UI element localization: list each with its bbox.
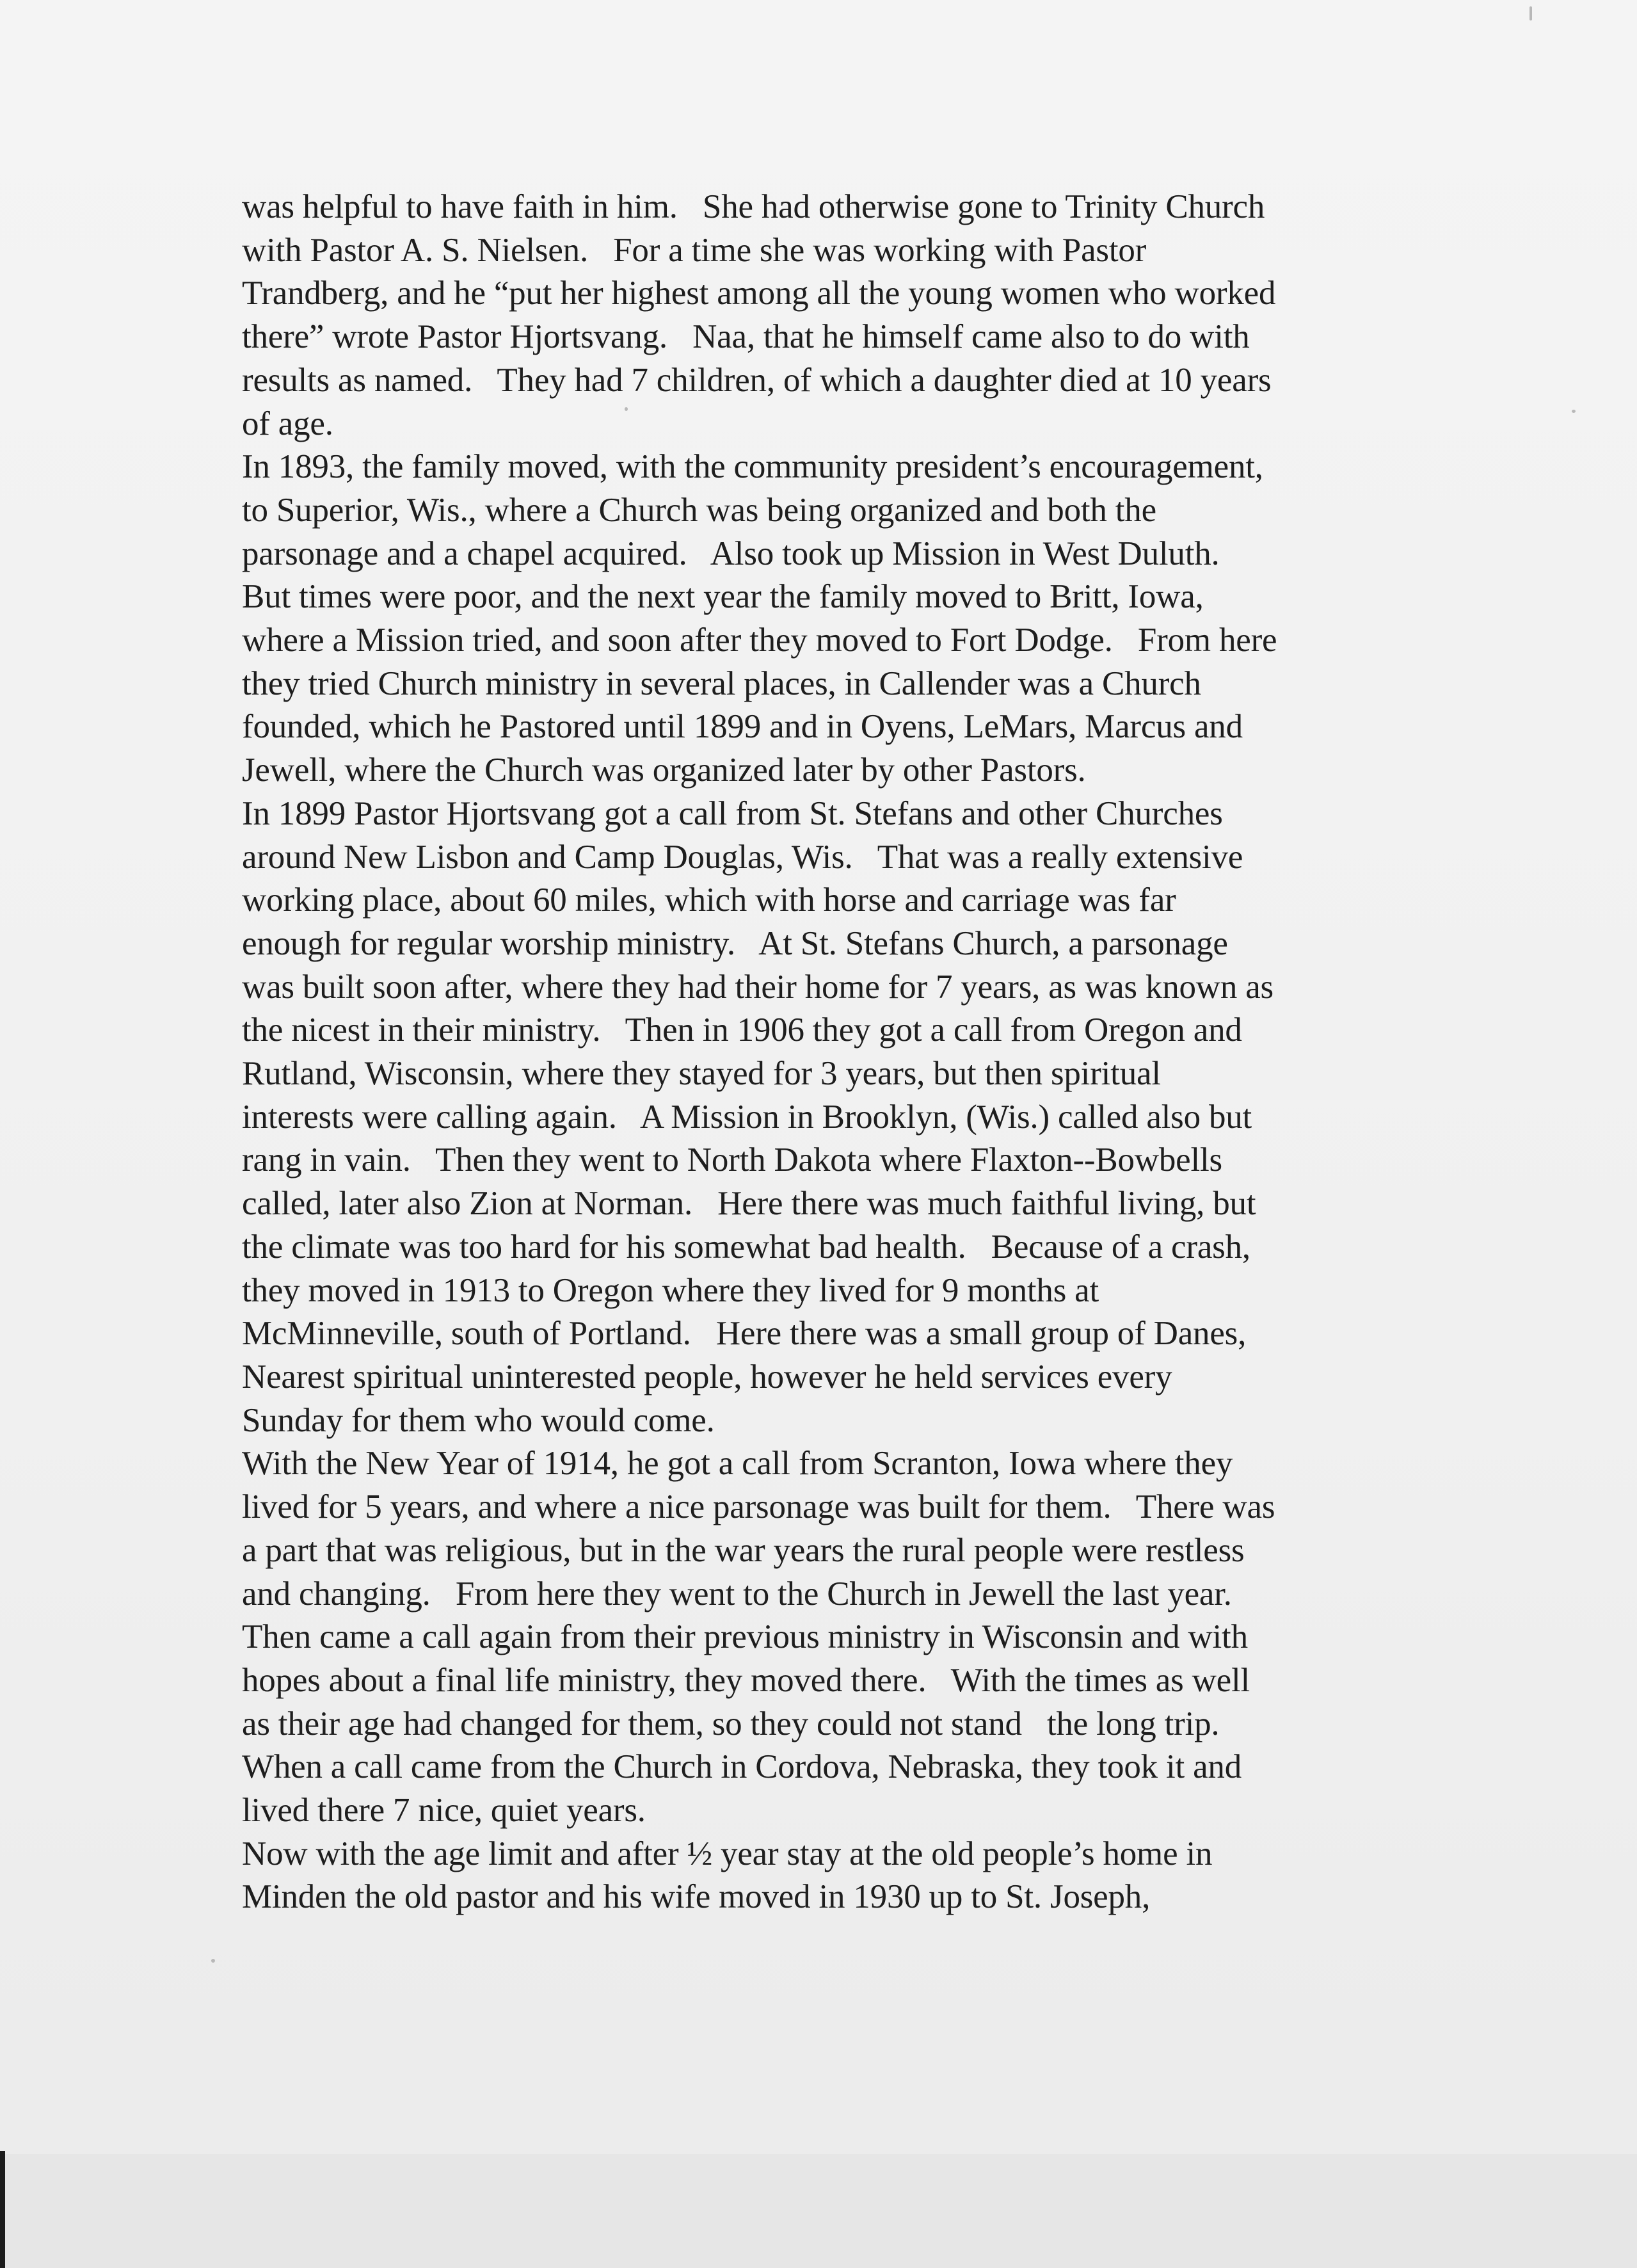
text-line: they moved in 1913 to Oregon where they lived for 9 months at	[242, 1271, 1099, 1309]
text-line: around New Lisbon and Camp Douglas, Wis. That was a really extensive	[242, 838, 1243, 876]
document-body	[242, 186, 1407, 1919]
text-line: McMinneville, south of Portland. Here there was a small group of Danes,	[242, 1315, 1247, 1353]
text-line: Minden the old pastor and his wife moved in 1930 up to St. Joseph,	[242, 1878, 1151, 1916]
text-line: working place, about 60 miles, which with horse and carriage was far	[242, 881, 1176, 919]
text-line: rang in vain. Then they went to North Dakota where Flaxton--Bowbells	[242, 1141, 1222, 1179]
text-line: Jewell, where the Church was organized later by other Pastors.	[242, 752, 1086, 789]
text-line: as their age had changed for them, so they could not stand the long trip.	[242, 1705, 1220, 1742]
text-line: lived for 5 years, and where a nice parsonage was built for them. There was	[242, 1488, 1275, 1526]
text-line: was built soon after, where they had their home for 7 years, as was known as	[242, 968, 1274, 1006]
text-line: When a call came from the Church in Cordova, Nebraska, they took it and	[242, 1748, 1242, 1786]
scan-edge-shadow	[0, 2151, 5, 2268]
paper-speck	[1572, 410, 1576, 413]
text-line: called, later also Zion at Norman. Here there was much faithful living, but	[242, 1185, 1256, 1223]
text-line: of age.	[242, 405, 333, 442]
text-line: In 1899 Pastor Hjortsvang got a call from St. Stefans and other Churches	[242, 794, 1223, 832]
text-line: to Superior, Wis., where a Church was being organized and both the	[242, 491, 1156, 529]
text-line: Nearest spiritual uninterested people, however he held services every	[242, 1358, 1172, 1395]
text-line: a part that was religious, but in the war years the rural people were restless	[242, 1531, 1245, 1569]
text-line: the nicest in their ministry. Then in 1906 they got a call from Oregon and	[242, 1011, 1242, 1049]
text-line: In 1893, the family moved, with the community president’s encouragement,	[242, 448, 1263, 486]
text-line: But times were poor, and the next year the family moved to Britt, Iowa,	[242, 578, 1204, 616]
text-line: founded, which he Pastored until 1899 and in Oyens, LeMars, Marcus and	[242, 708, 1243, 746]
text-line: Trandberg, and he “put her highest among all the young women who worked	[242, 275, 1276, 312]
text-line: results as named. They had 7 children, of which a daughter died at 10 years	[242, 361, 1272, 399]
text-line: Sunday for them who would come.	[242, 1401, 715, 1439]
scanner-bed-band	[0, 2154, 1637, 2268]
text-line: hopes about a final life ministry, they moved there. With the times as well	[242, 1661, 1250, 1699]
text-line: Rutland, Wisconsin, where they stayed for 3 years, but then spiritual	[242, 1055, 1161, 1093]
text-line: with Pastor A. S. Nielsen. For a time she was working with Pastor	[242, 231, 1147, 269]
text-line: interests were calling again. A Mission in Brooklyn, (Wis.) called also but	[242, 1098, 1252, 1136]
text-line: lived there 7 nice, quiet years.	[242, 1792, 646, 1830]
text-line: there” wrote Pastor Hjortsvang. Naa, that he himself came also to do with	[242, 318, 1250, 356]
text-line: parsonage and a chapel acquired. Also took up Mission in West Duluth.	[242, 535, 1220, 572]
text-line: they tried Church ministry in several places, in Callender was a Church	[242, 664, 1201, 702]
paper-speck	[211, 1959, 215, 1963]
text-line: the climate was too hard for his somewhat bad health. Because of a crash,	[242, 1228, 1250, 1266]
paper-speck	[1529, 6, 1532, 20]
text-line: Now with the age limit and after ½ year stay at the old people’s home in	[242, 1835, 1213, 1872]
text-line: where a Mission tried, and soon after they moved to Fort Dodge. From here	[242, 622, 1277, 659]
text-line: With the New Year of 1914, he got a call from Scranton, Iowa where they	[242, 1445, 1233, 1483]
text-line: enough for regular worship ministry. At St. Stefans Church, a parsonage	[242, 924, 1228, 962]
text-line: and changing. From here they went to the Church in Jewell the last year.	[242, 1575, 1232, 1613]
text-line: was helpful to have faith in him. She had otherwise gone to Trinity Church	[242, 188, 1265, 225]
text-line: Then came a call again from their previous ministry in Wisconsin and with	[242, 1618, 1248, 1656]
